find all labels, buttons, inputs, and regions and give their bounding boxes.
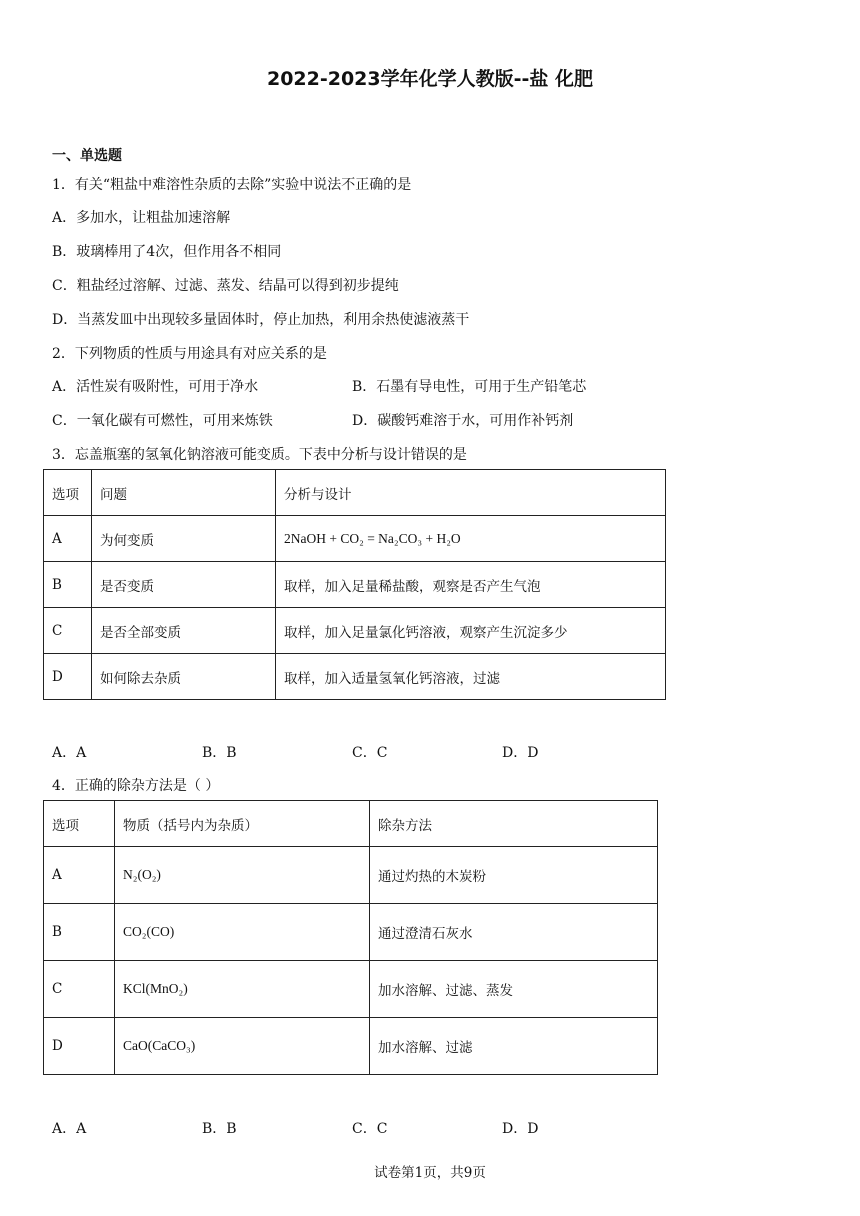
table-cell: CaO(CaCO₃)	[115, 1018, 370, 1075]
question-3-option-a: A．A	[52, 745, 87, 761]
question-4-option-a: A．A	[52, 1121, 87, 1137]
table-cell: N₂(O₂)	[115, 847, 370, 904]
question-2-option-b: B．石墨有导电性，可用于生产铅笔芯	[352, 379, 587, 395]
table-cell: 是否变质	[92, 562, 276, 608]
question-3-option-d: D．D	[502, 745, 539, 761]
table-header-cell: 选项	[44, 801, 115, 847]
table-cell: B	[44, 904, 115, 961]
table-row	[44, 1018, 658, 1075]
table-cell: CO₂(CO)	[115, 904, 370, 961]
question-3-stem: 3．忘盖瓶塞的氢氧化钠溶液可能变质。下表中分析与设计错误的是	[52, 447, 467, 463]
table-cell: KCl(MnO₂)	[115, 961, 370, 1018]
page-footer: 试卷第1页，共9页	[374, 1165, 486, 1181]
table-header-cell: 分析与设计	[276, 470, 666, 516]
table-header-row	[44, 801, 658, 847]
question-1-option-c: C．粗盐经过溶解、过滤、蒸发、结晶可以得到初步提纯	[52, 278, 399, 294]
table-header-cell: 物质（括号内为杂质）	[115, 801, 370, 847]
table-cell: B	[44, 562, 92, 608]
table-cell: A	[44, 847, 115, 904]
table-row	[44, 961, 658, 1018]
question-2-option-a: A．活性炭有吸附性，可用于净水	[52, 379, 259, 395]
question-4-table	[43, 800, 658, 1075]
table-cell: A	[44, 516, 92, 562]
question-3-table	[43, 469, 666, 700]
question-2-option-c: C．一氧化碳有可燃性，可用来炼铁	[52, 413, 273, 429]
table-header-cell: 问题	[92, 470, 276, 516]
table-cell: 取样，加入适量氢氧化钙溶液，过滤	[276, 654, 666, 700]
table-cell: C	[44, 608, 92, 654]
table-cell: C	[44, 961, 115, 1018]
question-2-option-d: D．碳酸钙难溶于水，可用作补钙剂	[352, 413, 574, 429]
table-header-cell: 选项	[44, 470, 92, 516]
table-row	[44, 562, 666, 608]
table-cell: 是否全部变质	[92, 608, 276, 654]
table-header-row	[44, 470, 666, 516]
question-4-option-d: D．D	[502, 1121, 539, 1137]
table-row	[44, 654, 666, 700]
table-header-cell: 除杂方法	[370, 801, 658, 847]
question-3-option-b: B．B	[202, 745, 237, 761]
table-row	[44, 516, 666, 562]
question-1-stem: 1．有关“粗盐中难溶性杂质的去除”实验中说法不正确的是	[52, 177, 412, 193]
table-cell: 取样，加入足量氯化钙溶液，观察产生沉淀多少	[276, 608, 666, 654]
table-cell: 加水溶解、过滤	[370, 1018, 658, 1075]
table-cell: 通过灼热的木炭粉	[370, 847, 658, 904]
question-3-option-c: C．C	[352, 745, 388, 761]
table-row	[44, 847, 658, 904]
table-cell: 如何除去杂质	[92, 654, 276, 700]
table-cell: D	[44, 654, 92, 700]
table-cell: D	[44, 1018, 115, 1075]
question-4-option-c: C．C	[352, 1121, 388, 1137]
question-1-option-b: B．玻璃棒用了4次，但作用各不相同	[52, 244, 282, 260]
question-1-option-a: A．多加水，让粗盐加速溶解	[52, 210, 231, 226]
question-4-option-b: B．B	[202, 1121, 237, 1137]
section-heading: 一、单选题	[52, 148, 122, 164]
question-2-stem: 2．下列物质的性质与用途具有对应关系的是	[52, 346, 327, 362]
page-title: 2022-2023学年化学人教版--盐 化肥	[266, 68, 594, 90]
table-cell: 为何变质	[92, 516, 276, 562]
table-row	[44, 608, 666, 654]
table-cell: 通过澄清石灰水	[370, 904, 658, 961]
table-cell: 加水溶解、过滤、蒸发	[370, 961, 658, 1018]
table-cell: 取样，加入足量稀盐酸，观察是否产生气泡	[276, 562, 666, 608]
question-1-option-d: D．当蒸发皿中出现较多量固体时，停止加热，利用余热使滤液蒸干	[52, 312, 470, 328]
table-row	[44, 904, 658, 961]
question-4-stem: 4．正确的除杂方法是（ ）	[52, 778, 220, 794]
table-cell: 2NaOH + CO₂ = Na₂CO₃ + H₂O	[276, 516, 666, 562]
